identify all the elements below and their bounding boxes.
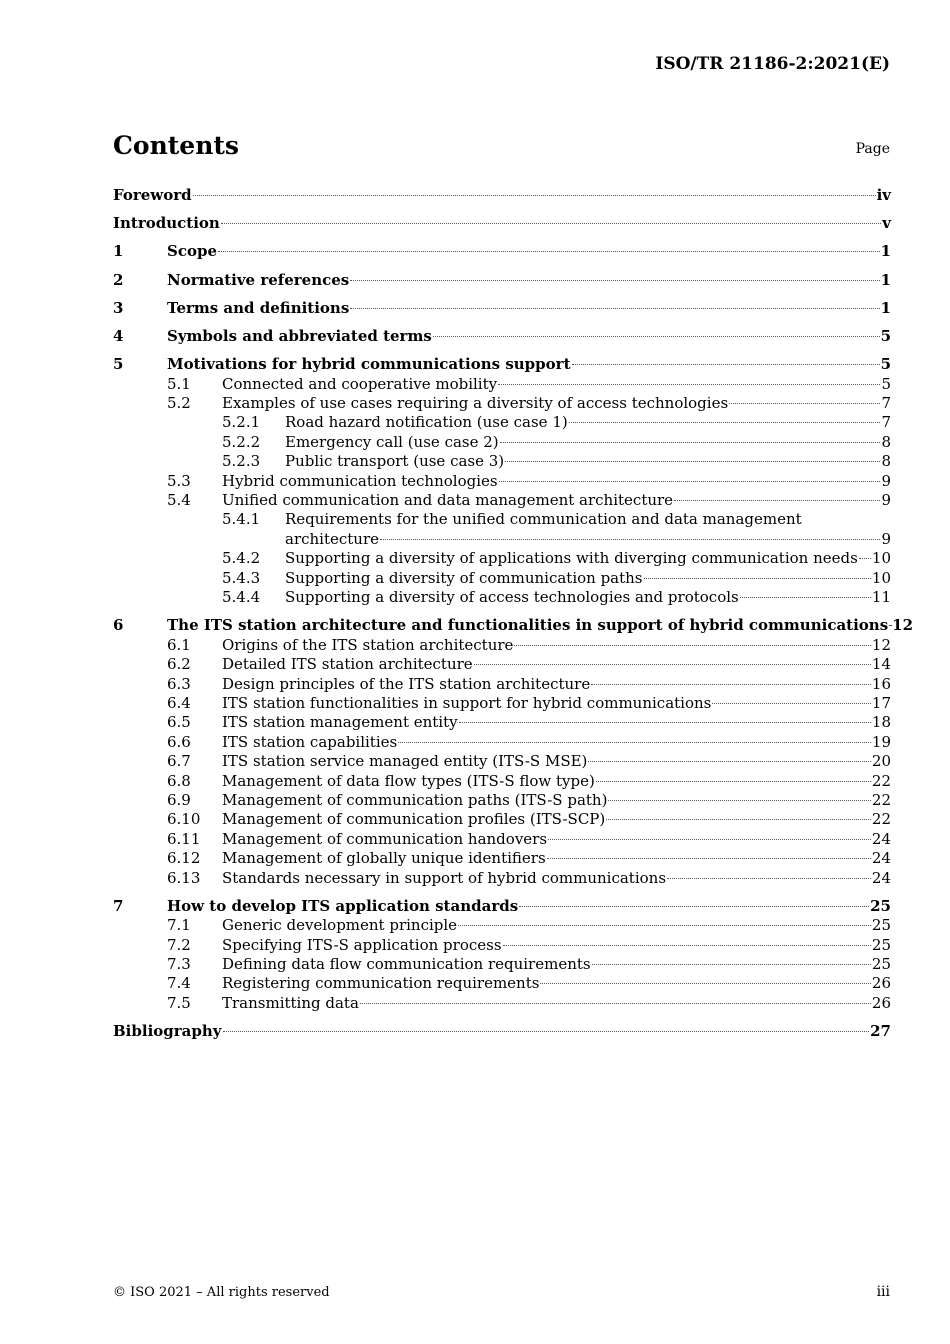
toc-entry-7-2[interactable] <box>113 936 891 955</box>
toc-entry-page: 7 <box>881 394 891 413</box>
toc-entry-page: 9 <box>881 491 891 510</box>
leader-dots <box>360 1003 871 1004</box>
toc-entry-page: 17 <box>871 693 891 712</box>
leader-dots <box>459 722 871 723</box>
toc-entry-text: Management of communication handovers <box>222 829 548 848</box>
toc-entry-page: 25 <box>870 896 891 915</box>
leader-dots <box>667 878 871 879</box>
toc-entry-text: Registering communication requirements <box>222 974 540 993</box>
leader-dots <box>712 703 871 704</box>
toc-entry-4[interactable] <box>113 327 891 346</box>
toc-entry-5-4-2[interactable] <box>113 549 891 568</box>
toc-entry-number: 7.2 <box>167 935 191 954</box>
toc-entry-number: 6.13 <box>167 868 201 887</box>
toc-entry-text: Standards necessary in support of hybrid communications <box>222 868 667 887</box>
toc-entry-number: 6.3 <box>167 674 191 693</box>
toc-entry-5-2-3[interactable] <box>113 452 891 471</box>
toc-entry-text: Connected and cooperative mobility <box>222 374 498 393</box>
toc-entry-number: 4 <box>113 327 124 346</box>
leader-dots <box>859 558 871 559</box>
toc-entry-5-3[interactable] <box>113 472 891 491</box>
toc-entry-number: 5.4.1 <box>222 510 261 529</box>
toc-entry-text: Management of communication paths (ITS-S path) <box>222 790 608 809</box>
page-number: iii <box>876 1284 890 1300</box>
toc-entry-text: Requirements for the unified communication and data management <box>285 510 802 529</box>
toc-entry-5-4-1-continued[interactable] <box>113 530 891 549</box>
toc-entry-number: 5.4.2 <box>222 549 261 568</box>
toc-entry-6-9[interactable] <box>113 791 891 810</box>
toc-entry-number: 5.3 <box>167 471 191 490</box>
toc-entry-text: Transmitting data <box>222 993 359 1012</box>
toc-entry-number: 6.6 <box>167 732 191 751</box>
leader-dots <box>500 442 881 443</box>
leader-dots <box>193 195 876 196</box>
toc-entry-page: 24 <box>871 868 891 887</box>
toc-entry-text: Normative references <box>167 270 350 289</box>
toc-entry-number: 6.2 <box>167 655 191 674</box>
toc-entry-number: 7.4 <box>167 974 191 993</box>
toc-entry-page: v <box>882 214 891 233</box>
toc-entry-page: 22 <box>871 790 891 809</box>
toc-entry-6-1[interactable] <box>113 636 891 655</box>
toc-entry-text: Supporting a diversity of applications with diverging communication needs <box>285 549 858 568</box>
toc-entry-text: Introduction <box>113 214 220 233</box>
toc-entry-text: Public transport (use case 3) <box>285 452 505 471</box>
toc-entry-5-4-4[interactable] <box>113 588 891 607</box>
toc-entry-5-2-1[interactable] <box>113 413 891 432</box>
toc-entry-page: 9 <box>881 471 891 490</box>
leader-dots <box>514 645 870 646</box>
table-of-contents <box>113 186 914 1041</box>
toc-entry-page: 14 <box>871 655 891 674</box>
toc-entry-text: Scope <box>167 242 218 261</box>
toc-entry-6-10[interactable] <box>113 810 891 829</box>
toc-entry-number: 7.3 <box>167 955 191 973</box>
leader-dots <box>596 781 871 782</box>
toc-entry-number: 6.11 <box>167 829 201 848</box>
toc-entry-6-2[interactable] <box>113 655 891 674</box>
toc-entry-page: 5 <box>880 327 891 346</box>
toc-entry-text: Road hazard notification (use case 1) <box>285 413 568 432</box>
toc-entry-6-6[interactable] <box>113 733 891 752</box>
leader-dots <box>503 945 871 946</box>
toc-entry-text: Generic development principle <box>222 916 458 935</box>
toc-entry-page: 12 <box>892 616 914 635</box>
toc-entry-5-1[interactable] <box>113 375 891 394</box>
toc-entry-page: 27 <box>870 1022 891 1041</box>
toc-entry-page: 26 <box>871 993 891 1012</box>
leader-dots <box>505 461 880 462</box>
toc-entry-text: Bibliography <box>113 1022 222 1041</box>
toc-entry-6-12[interactable] <box>113 849 891 868</box>
toc-entry-page: iv <box>876 186 891 204</box>
toc-entry-text: Management of communication profiles (ITS-SCP) <box>222 810 606 829</box>
toc-entry-page: 19 <box>871 732 891 751</box>
leader-dots <box>519 906 869 907</box>
toc-entry-number: 5.4.3 <box>222 568 261 587</box>
toc-entry-5-4[interactable] <box>113 491 891 510</box>
toc-entry-number: 5.2.3 <box>222 452 261 471</box>
toc-entry-number: 2 <box>113 270 124 289</box>
leader-dots <box>740 597 871 598</box>
toc-entry-page: 25 <box>871 935 891 954</box>
toc-entry-number: 6.9 <box>167 790 191 809</box>
toc-entry-text: ITS station management entity <box>222 713 458 732</box>
toc-entry-text: Examples of use cases requiring a diversity of access technologies <box>222 394 729 413</box>
leader-dots <box>569 422 881 423</box>
toc-entry-text: The ITS station architecture and functionalities in support of hybrid communications <box>167 616 889 635</box>
toc-entry-6-8[interactable] <box>113 772 891 791</box>
leader-dots <box>588 761 871 762</box>
toc-entry-7-3[interactable] <box>113 955 891 974</box>
toc-entry-5-2[interactable] <box>113 394 891 413</box>
leader-dots <box>474 664 871 665</box>
toc-entry-text: ITS station service managed entity (ITS-S MSE) <box>222 752 588 771</box>
toc-entry-text: Supporting a diversity of communication paths <box>285 568 643 587</box>
toc-entry-text: architecture <box>285 529 380 548</box>
toc-entry-number: 6.5 <box>167 713 191 732</box>
toc-entry-introduction[interactable] <box>113 214 891 233</box>
toc-entry-text: Design principles of the ITS station architecture <box>222 674 591 693</box>
toc-entry-number: 5.2.2 <box>222 432 261 451</box>
toc-entry-7-1[interactable] <box>113 916 891 935</box>
toc-entry-1[interactable] <box>113 242 891 261</box>
toc-entry-text: Motivations for hybrid communications support <box>167 355 571 374</box>
toc-entry-text: Specifying ITS-S application process <box>222 935 502 954</box>
toc-entry-number: 6.12 <box>167 849 201 868</box>
toc-entry-page: 26 <box>871 974 891 993</box>
leader-dots <box>889 625 891 626</box>
toc-entry-number: 6.1 <box>167 635 191 654</box>
leader-dots <box>433 336 880 337</box>
toc-entry-page: 10 <box>871 549 891 568</box>
leader-dots <box>380 539 880 540</box>
toc-entry-page: 5 <box>881 374 891 393</box>
toc-entry-text: Foreword <box>113 186 192 204</box>
toc-entry-page: 10 <box>871 568 891 587</box>
toc-entry-page: 11 <box>871 588 891 607</box>
toc-entry-page: 5 <box>880 355 891 374</box>
toc-entry-number: 7.1 <box>167 916 191 935</box>
toc-entry-6-7[interactable] <box>113 752 891 771</box>
toc-entry-number: 7 <box>113 896 124 915</box>
toc-entry-number: 6.8 <box>167 771 191 790</box>
page-column-label: Page <box>855 141 890 157</box>
toc-entry-6-11[interactable] <box>113 830 891 849</box>
toc-entry-number: 6.7 <box>167 752 191 771</box>
toc-entry-number: 6 <box>113 616 124 635</box>
toc-entry-page: 22 <box>871 810 891 829</box>
toc-entry-page: 7 <box>881 413 891 432</box>
toc-entry-page: 12 <box>871 635 891 654</box>
leader-dots <box>548 839 871 840</box>
toc-entry-page: 1 <box>880 270 891 289</box>
toc-entry-text: Emergency call (use case 2) <box>285 432 499 451</box>
toc-entry-number: 5.2 <box>167 394 191 413</box>
toc-entry-number: 7.5 <box>167 993 191 1012</box>
leader-dots <box>458 925 871 926</box>
toc-entry-text: Management of data flow types (ITS-S flow type) <box>222 771 595 790</box>
leader-dots <box>591 684 871 685</box>
leader-dots <box>350 280 879 281</box>
leader-dots <box>498 384 880 385</box>
toc-entry-number: 1 <box>113 242 124 261</box>
toc-entry-2[interactable] <box>113 271 891 290</box>
page-title: Contents <box>113 131 240 160</box>
toc-entry-3[interactable] <box>113 299 891 318</box>
toc-entry-page: 25 <box>871 916 891 935</box>
toc-entry-6-5[interactable] <box>113 713 891 732</box>
toc-entry-5-4-1[interactable] <box>113 510 891 529</box>
toc-entry-text: Symbols and abbreviated terms <box>167 327 432 346</box>
copyright-notice: © ISO 2021 – All rights reserved <box>113 1285 330 1300</box>
document-code: ISO/TR 21186-2:2021(E) <box>655 54 890 74</box>
toc-entry-page: 8 <box>881 432 891 451</box>
toc-entry-number: 3 <box>113 298 124 317</box>
leader-dots <box>572 364 880 365</box>
toc-entry-7-4[interactable] <box>113 974 891 993</box>
toc-entry-page: 25 <box>871 955 891 973</box>
leader-dots <box>499 481 881 482</box>
leader-dots <box>398 742 871 743</box>
leader-dots <box>608 800 870 801</box>
toc-entry-page: 24 <box>871 829 891 848</box>
toc-entry-text: Detailed ITS station architecture <box>222 655 473 674</box>
toc-entry-number: 5.1 <box>167 374 191 393</box>
toc-entry-text: Terms and definitions <box>167 298 350 317</box>
toc-entry-page: 1 <box>880 298 891 317</box>
toc-entry-page: 18 <box>871 713 891 732</box>
leader-dots <box>218 251 880 252</box>
leader-dots <box>223 1031 870 1032</box>
leader-dots <box>729 403 880 404</box>
toc-entry-foreword[interactable] <box>113 186 891 205</box>
toc-entry-6-4[interactable] <box>113 694 891 713</box>
toc-entry-text: Defining data flow communication requirements <box>222 955 591 973</box>
toc-entry-text: ITS station functionalities in support for hybrid communications <box>222 693 712 712</box>
toc-entry-page: 9 <box>881 529 891 548</box>
leader-dots <box>606 819 871 820</box>
leader-dots <box>644 578 871 579</box>
toc-entry-7[interactable] <box>113 897 891 916</box>
toc-entry-page: 20 <box>871 752 891 771</box>
toc-entry-5-2-2[interactable] <box>113 433 891 452</box>
toc-entry-6-13[interactable] <box>113 869 891 888</box>
toc-entry-number: 6.4 <box>167 693 191 712</box>
leader-dots <box>221 223 881 224</box>
leader-dots <box>350 308 879 309</box>
toc-entry-page: 1 <box>880 242 891 261</box>
toc-entry-text: Origins of the ITS station architecture <box>222 635 514 654</box>
toc-entry-5[interactable] <box>113 355 891 374</box>
toc-entry-number: 5.2.1 <box>222 413 261 432</box>
toc-entry-page: 24 <box>871 849 891 868</box>
toc-entry-6[interactable] <box>113 616 914 635</box>
toc-entry-text: Hybrid communication technologies <box>222 471 498 490</box>
toc-entry-5-4-3[interactable] <box>113 569 891 588</box>
leader-dots <box>592 964 871 965</box>
toc-entry-text: Management of globally unique identifiers <box>222 849 546 868</box>
toc-entry-text: How to develop ITS application standards <box>167 896 519 915</box>
toc-entry-7-5[interactable] <box>113 994 891 1013</box>
toc-entry-number: 5.4.4 <box>222 588 261 607</box>
leader-dots <box>547 858 871 859</box>
toc-entry-bibliography[interactable] <box>113 1022 891 1041</box>
toc-entry-page: 22 <box>871 771 891 790</box>
toc-entry-page: 16 <box>871 674 891 693</box>
leader-dots <box>674 500 880 501</box>
toc-entry-number: 6.10 <box>167 810 201 829</box>
toc-entry-text: Unified communication and data management architecture <box>222 491 674 510</box>
toc-entry-page: 8 <box>881 452 891 471</box>
toc-entry-number: 5.4 <box>167 491 191 510</box>
toc-entry-6-3[interactable] <box>113 675 891 694</box>
leader-dots <box>540 983 870 984</box>
toc-entry-text: ITS station capabilities <box>222 732 398 751</box>
toc-entry-text: Supporting a diversity of access technologies and protocols <box>285 588 739 607</box>
toc-entry-number: 5 <box>113 355 124 374</box>
